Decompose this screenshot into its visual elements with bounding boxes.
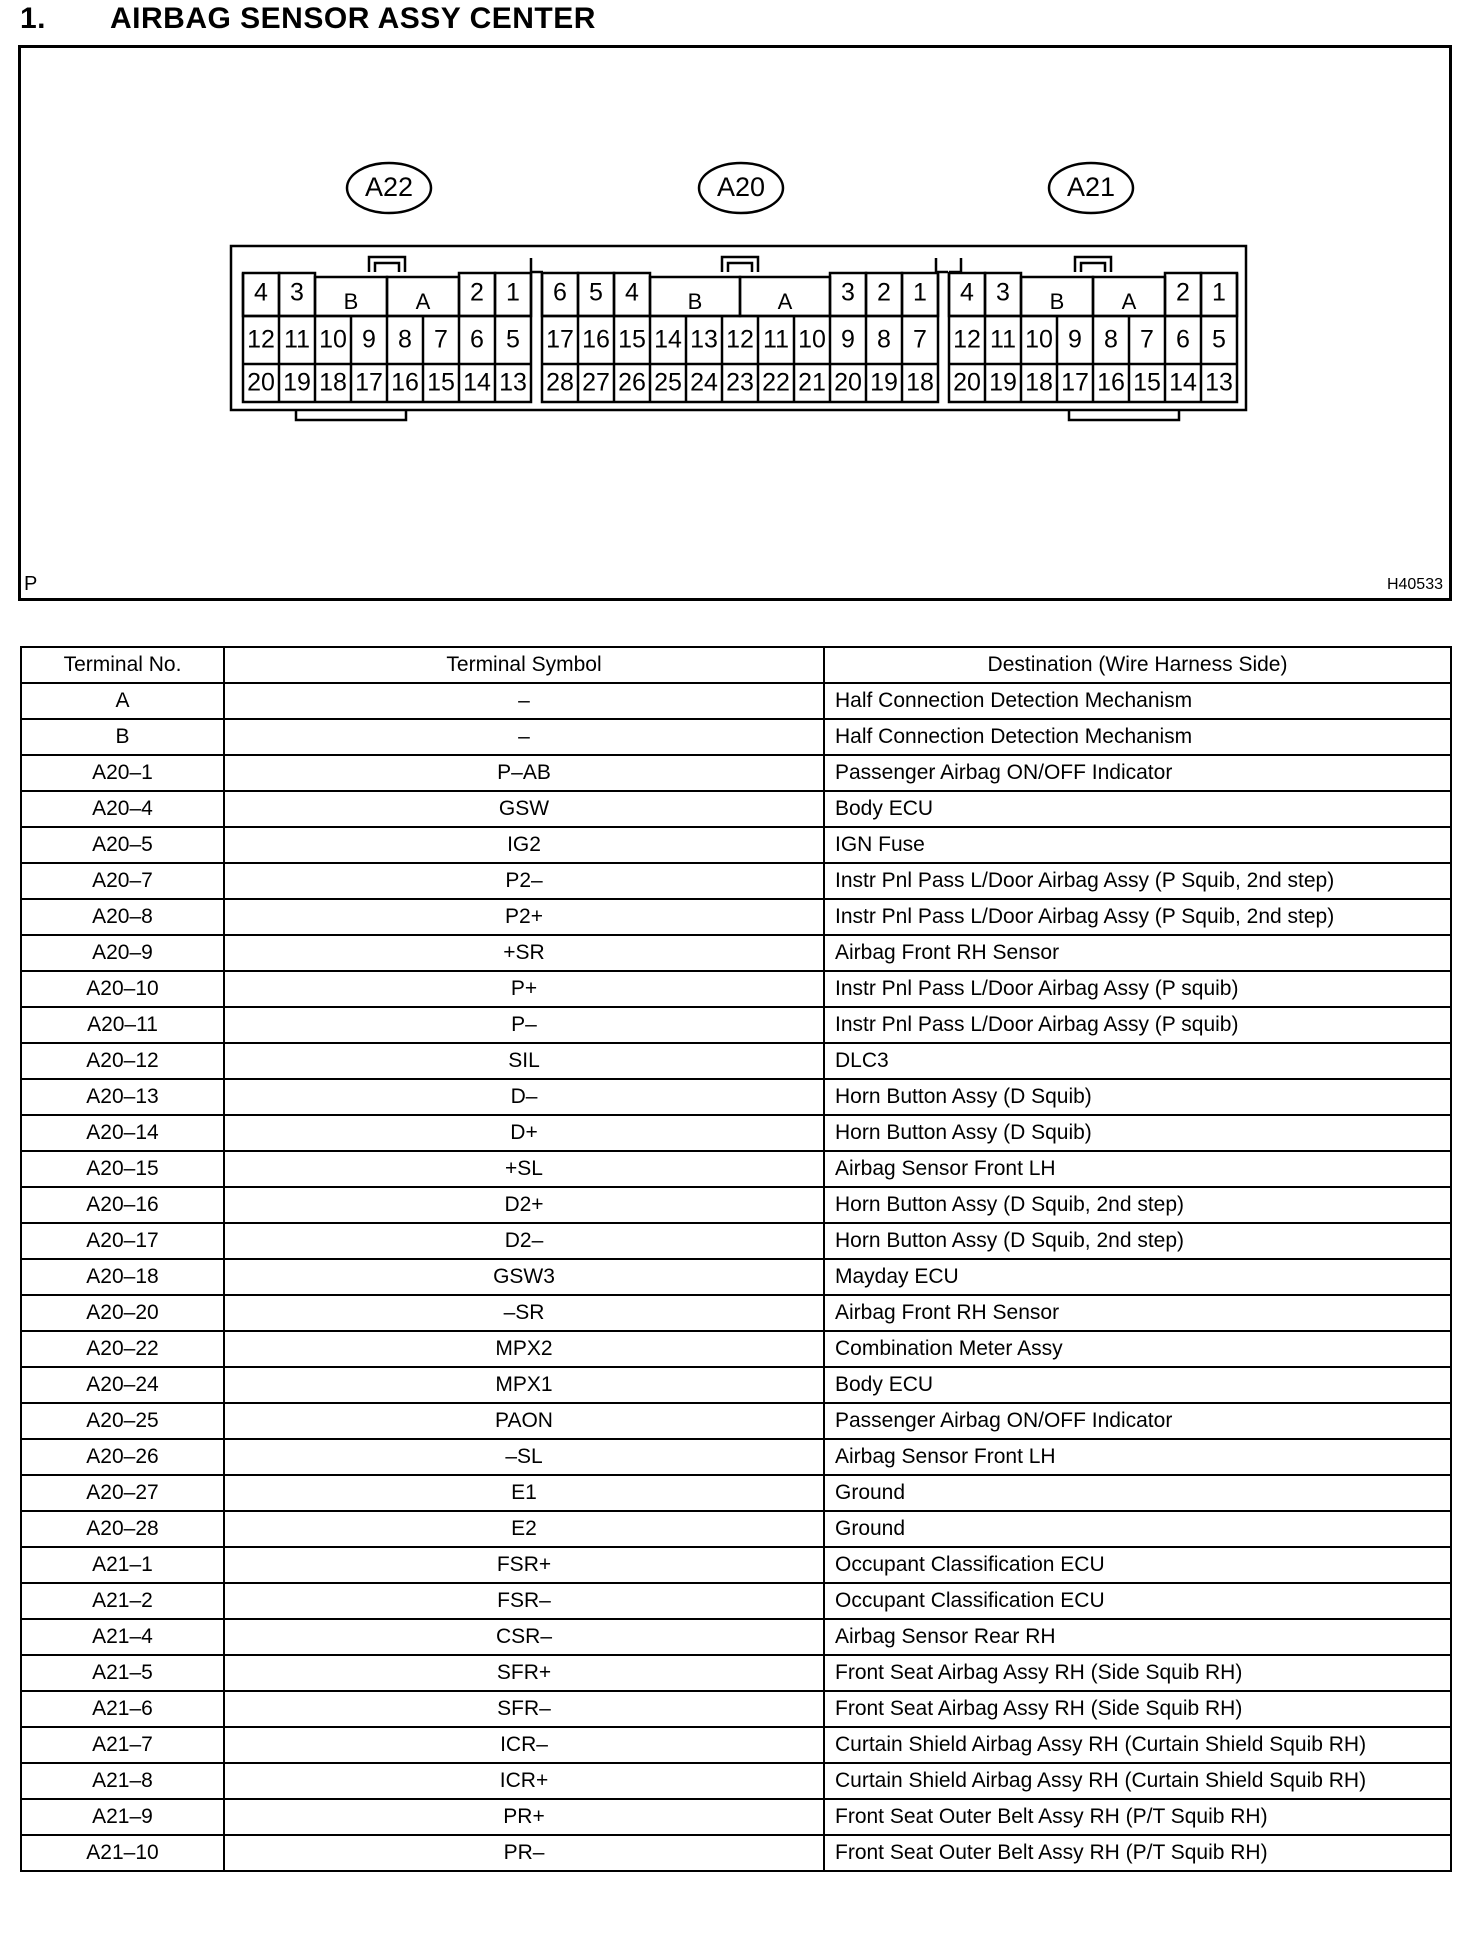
pin-number: 28 bbox=[546, 368, 574, 397]
half-connection-pin: A bbox=[415, 288, 431, 314]
terminal-symbol-cell: FSR– bbox=[224, 1583, 824, 1619]
terminal-no-cell: A20–10 bbox=[21, 971, 224, 1007]
destination-cell: Mayday ECU bbox=[824, 1259, 1451, 1295]
table-row bbox=[21, 1367, 1451, 1403]
terminal-symbol-cell: PAON bbox=[224, 1403, 824, 1439]
pin-number: 20 bbox=[953, 368, 981, 397]
connector-key bbox=[949, 258, 961, 272]
table-header-row bbox=[21, 647, 1451, 683]
pin-number: 17 bbox=[1061, 368, 1089, 397]
destination-cell: Instr Pnl Pass L/Door Airbag Assy (P squib) bbox=[824, 1007, 1451, 1043]
table-row bbox=[21, 899, 1451, 935]
terminal-no-cell: A21–4 bbox=[21, 1619, 224, 1655]
connector-latch bbox=[375, 263, 399, 272]
table-row bbox=[21, 1655, 1451, 1691]
terminal-symbol-cell: +SL bbox=[224, 1151, 824, 1187]
terminal-symbol-cell: – bbox=[224, 719, 824, 755]
terminal-no-cell: A20–11 bbox=[21, 1007, 224, 1043]
table-body bbox=[21, 683, 1451, 1871]
destination-cell: Instr Pnl Pass L/Door Airbag Assy (P Squib, 2nd step) bbox=[824, 863, 1451, 899]
pin-number: 19 bbox=[870, 368, 898, 397]
terminal-symbol-cell: CSR– bbox=[224, 1619, 824, 1655]
terminal-no-cell: A21–7 bbox=[21, 1727, 224, 1763]
connector-latch bbox=[728, 263, 752, 272]
destination-cell: Body ECU bbox=[824, 791, 1451, 827]
terminal-symbol-cell: –SR bbox=[224, 1295, 824, 1331]
half-connection-pin: B bbox=[343, 288, 359, 314]
pin-number: 4 bbox=[254, 278, 268, 307]
terminal-symbol-cell: ICR+ bbox=[224, 1763, 824, 1799]
table-row bbox=[21, 1763, 1451, 1799]
terminal-symbol-cell: P2– bbox=[224, 863, 824, 899]
pin-number: 12 bbox=[953, 325, 981, 354]
pin-number: 8 bbox=[1104, 325, 1118, 354]
terminal-symbol-cell: MPX1 bbox=[224, 1367, 824, 1403]
destination-cell: Passenger Airbag ON/OFF Indicator bbox=[824, 755, 1451, 791]
terminal-symbol-cell: GSW3 bbox=[224, 1259, 824, 1295]
table-row bbox=[21, 683, 1451, 719]
half-connection-pin: A bbox=[777, 288, 793, 314]
terminal-symbol-cell: SFR+ bbox=[224, 1655, 824, 1691]
terminal-symbol-cell: P– bbox=[224, 1007, 824, 1043]
pin-number: 6 bbox=[1176, 325, 1190, 354]
pin-number: 3 bbox=[996, 278, 1010, 307]
pin-number: 13 bbox=[690, 325, 718, 354]
pin-number: 20 bbox=[247, 368, 275, 397]
figure-corner-letter: P bbox=[24, 573, 38, 595]
terminal-symbol-cell: PR+ bbox=[224, 1799, 824, 1835]
destination-cell: Ground bbox=[824, 1475, 1451, 1511]
table-row bbox=[21, 1223, 1451, 1259]
destination-cell: Ground bbox=[824, 1511, 1451, 1547]
destination-cell: Front Seat Airbag Assy RH (Side Squib RH) bbox=[824, 1655, 1451, 1691]
pin-number: 5 bbox=[506, 325, 520, 354]
destination-cell: IGN Fuse bbox=[824, 827, 1451, 863]
pin-number: 19 bbox=[989, 368, 1017, 397]
pin-number: 17 bbox=[355, 368, 383, 397]
destination-cell: Airbag Front RH Sensor bbox=[824, 1295, 1451, 1331]
connector-label: A20 bbox=[716, 172, 766, 203]
terminal-no-cell: A20–25 bbox=[21, 1403, 224, 1439]
housing-tab bbox=[296, 410, 406, 420]
table-row bbox=[21, 1115, 1451, 1151]
table-row bbox=[21, 971, 1451, 1007]
housing-tab bbox=[1069, 410, 1179, 420]
pin-number: 11 bbox=[284, 325, 310, 354]
pin-number: 11 bbox=[763, 325, 789, 354]
pin-number: 15 bbox=[618, 325, 646, 354]
destination-cell: Body ECU bbox=[824, 1367, 1451, 1403]
table-row bbox=[21, 1835, 1451, 1871]
pin-number: 15 bbox=[1133, 368, 1161, 397]
destination-cell: Instr Pnl Pass L/Door Airbag Assy (P Squib, 2nd step) bbox=[824, 899, 1451, 935]
connector-label: A22 bbox=[364, 172, 414, 203]
header-destination: Destination (Wire Harness Side) bbox=[824, 647, 1451, 683]
pin-number: 27 bbox=[582, 368, 610, 397]
section-title: AIRBAG SENSOR ASSY CENTER bbox=[110, 2, 596, 35]
terminal-no-cell: A20–9 bbox=[21, 935, 224, 971]
pin-number: 8 bbox=[398, 325, 412, 354]
figure-code: H40533 bbox=[1386, 576, 1443, 593]
pin-number: 10 bbox=[798, 325, 826, 354]
pin-number: 21 bbox=[798, 368, 826, 397]
terminal-no-cell: A20–17 bbox=[21, 1223, 224, 1259]
pin-number: 6 bbox=[470, 325, 484, 354]
pin-number: 16 bbox=[391, 368, 419, 397]
pin-number: 2 bbox=[877, 278, 891, 307]
terminal-symbol-cell: D– bbox=[224, 1079, 824, 1115]
destination-cell: Half Connection Detection Mechanism bbox=[824, 719, 1451, 755]
pin-number: 14 bbox=[654, 325, 682, 354]
pin-number: 9 bbox=[1068, 325, 1082, 354]
terminal-symbol-cell: D+ bbox=[224, 1115, 824, 1151]
pin-number: 5 bbox=[1212, 325, 1226, 354]
pin-number: 23 bbox=[726, 368, 754, 397]
pin-number: 7 bbox=[434, 325, 448, 354]
pin-number: 12 bbox=[247, 325, 275, 354]
terminal-symbol-cell: SFR– bbox=[224, 1691, 824, 1727]
half-connection-pin: A bbox=[1121, 288, 1137, 314]
destination-cell: Front Seat Outer Belt Assy RH (P/T Squib RH) bbox=[824, 1799, 1451, 1835]
terminal-symbol-cell: P+ bbox=[224, 971, 824, 1007]
pin-number: 18 bbox=[1025, 368, 1053, 397]
table-row bbox=[21, 1511, 1451, 1547]
pin-number: 4 bbox=[625, 278, 639, 307]
destination-cell: Curtain Shield Airbag Assy RH (Curtain Shield Squib RH) bbox=[824, 1763, 1451, 1799]
terminal-no-cell: A20–1 bbox=[21, 755, 224, 791]
table-row bbox=[21, 1007, 1451, 1043]
terminal-no-cell: A20–12 bbox=[21, 1043, 224, 1079]
destination-cell: Half Connection Detection Mechanism bbox=[824, 683, 1451, 719]
table-row bbox=[21, 1079, 1451, 1115]
connector-diagram bbox=[21, 48, 1449, 598]
pin-number: 10 bbox=[319, 325, 347, 354]
connector-key bbox=[531, 258, 543, 272]
pin-number: 24 bbox=[690, 368, 718, 397]
pin-number: 5 bbox=[589, 278, 603, 307]
terminal-symbol-cell: PR– bbox=[224, 1835, 824, 1871]
terminal-symbol-cell: D2+ bbox=[224, 1187, 824, 1223]
section-heading bbox=[20, 2, 596, 36]
pin-number: 3 bbox=[290, 278, 304, 307]
terminal-no-cell: A20–20 bbox=[21, 1295, 224, 1331]
terminal-no-cell: A20–28 bbox=[21, 1511, 224, 1547]
table-row bbox=[21, 1727, 1451, 1763]
pin-number: 15 bbox=[427, 368, 455, 397]
destination-cell: Horn Button Assy (D Squib, 2nd step) bbox=[824, 1223, 1451, 1259]
terminal-symbol-cell: E1 bbox=[224, 1475, 824, 1511]
terminal-symbol-cell: –SL bbox=[224, 1439, 824, 1475]
connector-latch bbox=[1081, 263, 1105, 272]
terminal-symbol-cell: E2 bbox=[224, 1511, 824, 1547]
terminal-no-cell: A21–10 bbox=[21, 1835, 224, 1871]
terminal-no-cell: A20–27 bbox=[21, 1475, 224, 1511]
destination-cell: Curtain Shield Airbag Assy RH (Curtain Shield Squib RH) bbox=[824, 1727, 1451, 1763]
table-row bbox=[21, 935, 1451, 971]
destination-cell: Front Seat Airbag Assy RH (Side Squib RH) bbox=[824, 1691, 1451, 1727]
terminal-symbol-cell: P–AB bbox=[224, 755, 824, 791]
table-row bbox=[21, 1475, 1451, 1511]
destination-cell: Airbag Sensor Rear RH bbox=[824, 1619, 1451, 1655]
table-row bbox=[21, 755, 1451, 791]
terminal-no-cell: A20–18 bbox=[21, 1259, 224, 1295]
pin-number: 14 bbox=[1169, 368, 1197, 397]
pin-number: 17 bbox=[546, 325, 574, 354]
destination-cell: Horn Button Assy (D Squib) bbox=[824, 1079, 1451, 1115]
table-row bbox=[21, 1583, 1451, 1619]
header-terminal-symbol: Terminal Symbol bbox=[224, 647, 824, 683]
terminal-no-cell: A20–4 bbox=[21, 791, 224, 827]
table-row bbox=[21, 863, 1451, 899]
destination-cell: Instr Pnl Pass L/Door Airbag Assy (P squib) bbox=[824, 971, 1451, 1007]
pin-number: 2 bbox=[470, 278, 484, 307]
terminal-symbol-cell: FSR+ bbox=[224, 1547, 824, 1583]
pin-number: 16 bbox=[582, 325, 610, 354]
half-connection-pin: B bbox=[1049, 288, 1065, 314]
terminal-no-cell: A20–14 bbox=[21, 1115, 224, 1151]
section-number: 1. bbox=[20, 2, 47, 35]
terminal-symbol-cell: +SR bbox=[224, 935, 824, 971]
destination-cell: Horn Button Assy (D Squib, 2nd step) bbox=[824, 1187, 1451, 1223]
pin-number: 25 bbox=[654, 368, 682, 397]
pin-number: 13 bbox=[499, 368, 527, 397]
table-row bbox=[21, 1619, 1451, 1655]
terminal-symbol-cell: IG2 bbox=[224, 827, 824, 863]
pin-number: 7 bbox=[913, 325, 927, 354]
pin-number: 6 bbox=[553, 278, 567, 307]
table-row bbox=[21, 1331, 1451, 1367]
destination-cell: Airbag Sensor Front LH bbox=[824, 1151, 1451, 1187]
connector-key bbox=[936, 258, 948, 272]
pin-number: 9 bbox=[362, 325, 376, 354]
pin-number: 26 bbox=[618, 368, 646, 397]
destination-cell: Front Seat Outer Belt Assy RH (P/T Squib RH) bbox=[824, 1835, 1451, 1871]
terminal-no-cell: A20–26 bbox=[21, 1439, 224, 1475]
terminal-no-cell: A20–15 bbox=[21, 1151, 224, 1187]
destination-cell: Occupant Classification ECU bbox=[824, 1547, 1451, 1583]
table-row bbox=[21, 1151, 1451, 1187]
pin-number: 10 bbox=[1025, 325, 1053, 354]
destination-cell: DLC3 bbox=[824, 1043, 1451, 1079]
pin-number: 16 bbox=[1097, 368, 1125, 397]
terminal-symbol-cell: D2– bbox=[224, 1223, 824, 1259]
half-connection-pin: B bbox=[687, 288, 703, 314]
destination-cell: Occupant Classification ECU bbox=[824, 1583, 1451, 1619]
terminal-no-cell: A20–16 bbox=[21, 1187, 224, 1223]
table-row bbox=[21, 827, 1451, 863]
terminal-no-cell: A20–24 bbox=[21, 1367, 224, 1403]
table-row bbox=[21, 1799, 1451, 1835]
destination-cell: Combination Meter Assy bbox=[824, 1331, 1451, 1367]
terminal-table bbox=[20, 646, 1452, 1872]
pin-number: 1 bbox=[1212, 278, 1226, 307]
header-terminal-no: Terminal No. bbox=[21, 647, 224, 683]
pin-number: 8 bbox=[877, 325, 891, 354]
pin-number: 11 bbox=[990, 325, 1016, 354]
table-row bbox=[21, 1295, 1451, 1331]
terminal-symbol-cell: GSW bbox=[224, 791, 824, 827]
terminal-no-cell: A21–1 bbox=[21, 1547, 224, 1583]
table-row bbox=[21, 1691, 1451, 1727]
pin-number: 20 bbox=[834, 368, 862, 397]
pin-number: 1 bbox=[913, 278, 927, 307]
terminal-symbol-cell: SIL bbox=[224, 1043, 824, 1079]
table-row bbox=[21, 1403, 1451, 1439]
pin-number: 19 bbox=[283, 368, 311, 397]
pin-number: 18 bbox=[319, 368, 347, 397]
connector-figure bbox=[18, 45, 1452, 601]
terminal-symbol-cell: – bbox=[224, 683, 824, 719]
terminal-no-cell: A21–5 bbox=[21, 1655, 224, 1691]
connector-label: A21 bbox=[1066, 172, 1116, 203]
pin-number: 22 bbox=[762, 368, 790, 397]
terminal-symbol-cell: P2+ bbox=[224, 899, 824, 935]
terminal-no-cell: A21–9 bbox=[21, 1799, 224, 1835]
terminal-symbol-cell: MPX2 bbox=[224, 1331, 824, 1367]
table-row bbox=[21, 791, 1451, 827]
table-row bbox=[21, 1439, 1451, 1475]
terminal-no-cell: A21–6 bbox=[21, 1691, 224, 1727]
destination-cell: Passenger Airbag ON/OFF Indicator bbox=[824, 1403, 1451, 1439]
terminal-symbol-cell: ICR– bbox=[224, 1727, 824, 1763]
table-row bbox=[21, 719, 1451, 755]
terminal-no-cell: A20–7 bbox=[21, 863, 224, 899]
table-row bbox=[21, 1187, 1451, 1223]
terminal-no-cell: A bbox=[21, 683, 224, 719]
terminal-no-cell: A20–13 bbox=[21, 1079, 224, 1115]
pin-number: 14 bbox=[463, 368, 491, 397]
pin-number: 18 bbox=[906, 368, 934, 397]
pin-number: 13 bbox=[1205, 368, 1233, 397]
table-row bbox=[21, 1259, 1451, 1295]
pin-number: 1 bbox=[506, 278, 520, 307]
pin-number: 7 bbox=[1140, 325, 1154, 354]
pin-number: 2 bbox=[1176, 278, 1190, 307]
terminal-no-cell: A20–22 bbox=[21, 1331, 224, 1367]
terminal-no-cell: A20–8 bbox=[21, 899, 224, 935]
table-row bbox=[21, 1547, 1451, 1583]
terminal-no-cell: A21–2 bbox=[21, 1583, 224, 1619]
terminal-no-cell: A21–8 bbox=[21, 1763, 224, 1799]
destination-cell: Airbag Sensor Front LH bbox=[824, 1439, 1451, 1475]
destination-cell: Airbag Front RH Sensor bbox=[824, 935, 1451, 971]
destination-cell: Horn Button Assy (D Squib) bbox=[824, 1115, 1451, 1151]
pin-number: 9 bbox=[841, 325, 855, 354]
pin-number: 12 bbox=[726, 325, 754, 354]
terminal-no-cell: B bbox=[21, 719, 224, 755]
table-row bbox=[21, 1043, 1451, 1079]
pin-number: 4 bbox=[960, 278, 974, 307]
terminal-no-cell: A20–5 bbox=[21, 827, 224, 863]
pin-number: 3 bbox=[841, 278, 855, 307]
